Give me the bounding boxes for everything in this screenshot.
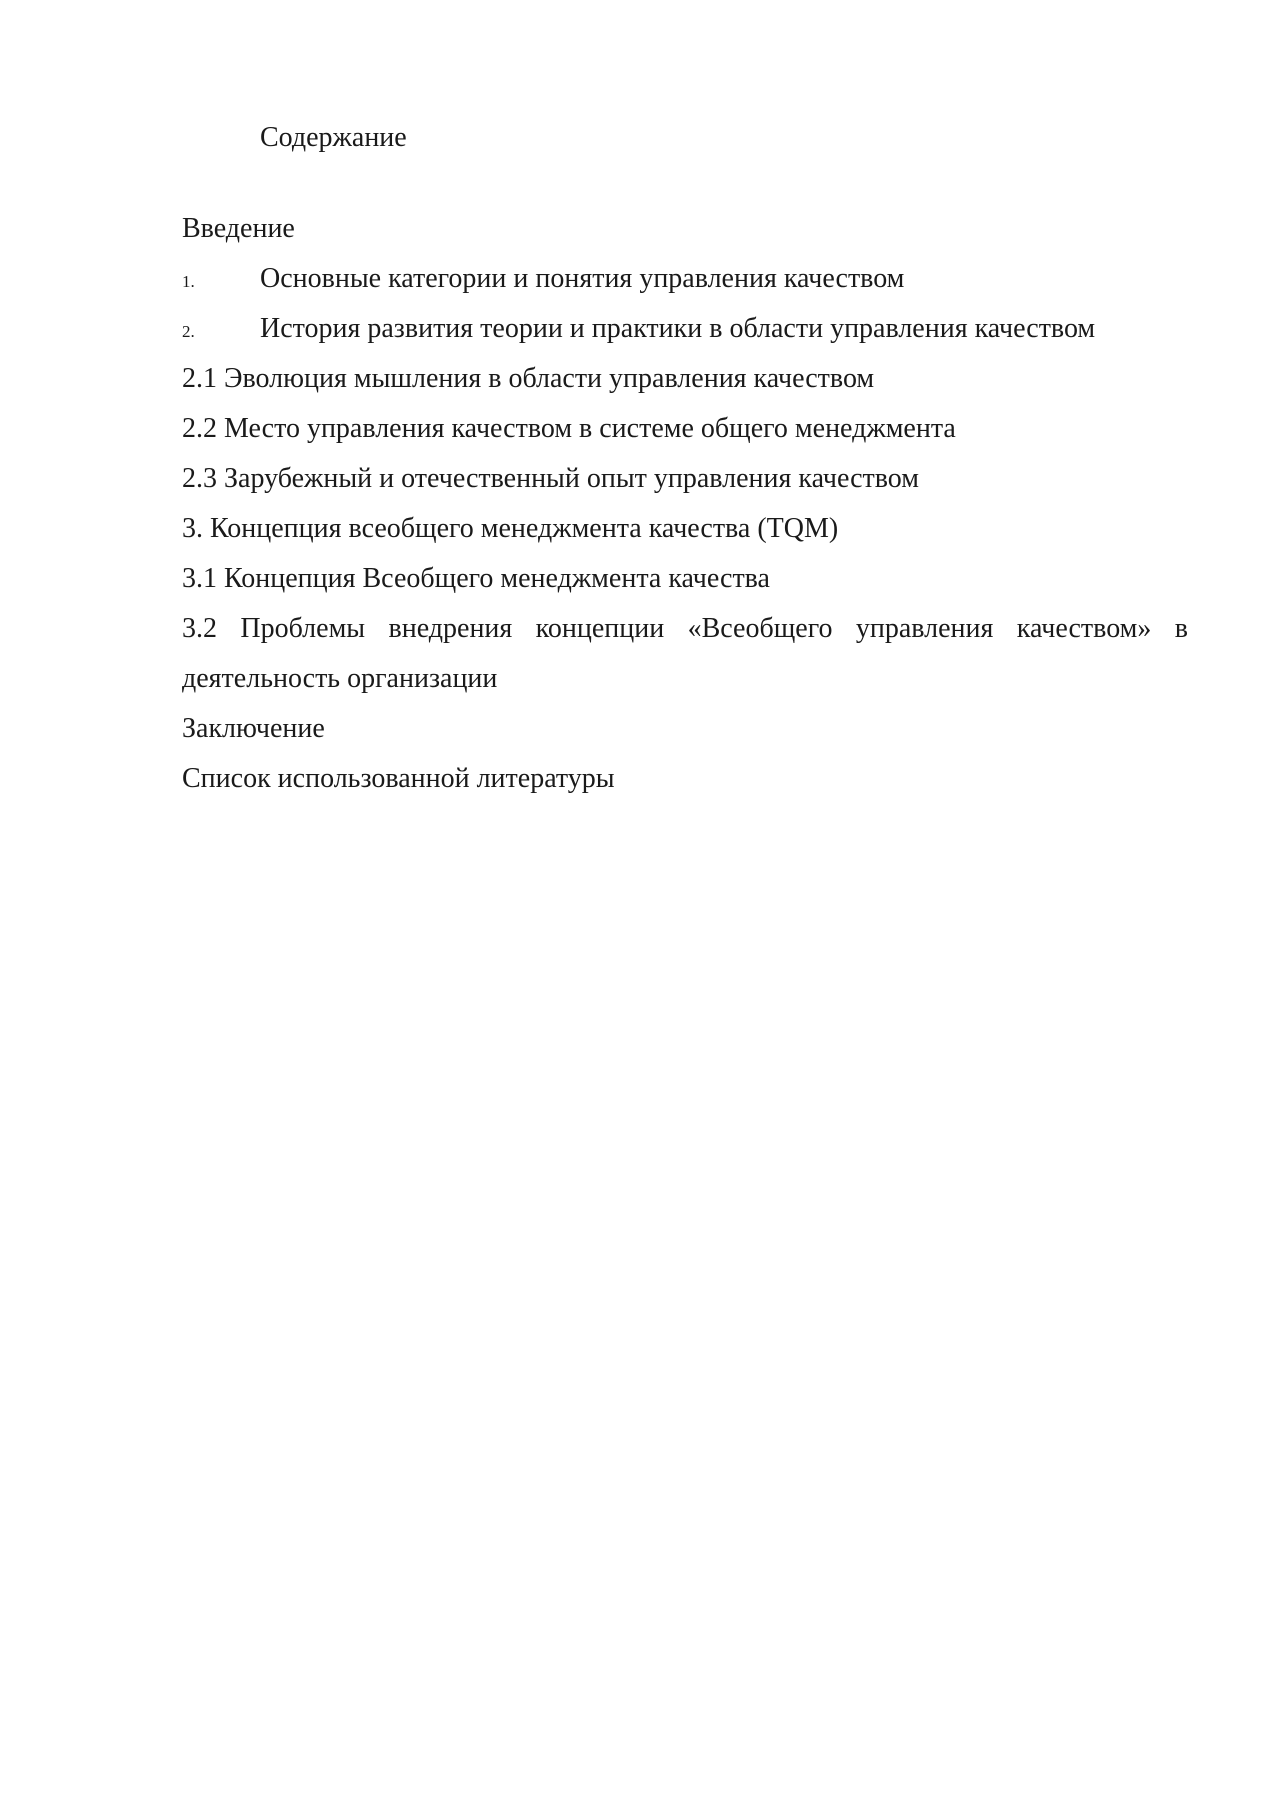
toc-item-2-3: 2.3 Зарубежный и отечественный опыт управления качеством <box>182 463 919 494</box>
toc-item-references: Список использованной литературы <box>182 763 615 794</box>
toc-item-1-number: 1. <box>182 272 195 291</box>
toc-item-3-2: 3.2 Проблемы внедрения концепции «Всеобщего управления качеством» в деятельность организации <box>182 613 1188 694</box>
toc-item-3: 3. Концепция всеобщего менеджмента качества (TQM) <box>182 513 839 544</box>
toc-item-2-1: 2.1 Эволюция мышления в области управления качеством <box>182 363 875 394</box>
toc-item-1 <box>182 254 1188 304</box>
toc-item-1-text: Основные категории и понятия управления качеством <box>260 263 905 294</box>
toc-item-2 <box>182 304 1188 354</box>
toc-item-2-2: 2.2 Место управления качеством в системе общего менеджмента <box>182 413 956 444</box>
toc-item-3-1: 3.1 Концепция Всеобщего менеджмента качества <box>182 563 770 594</box>
toc-item-intro: Введение <box>182 213 295 244</box>
toc-item-conclusion: Заключение <box>182 713 325 744</box>
table-of-contents <box>182 204 1188 804</box>
toc-title: Содержание <box>260 122 407 153</box>
toc-item-2-number: 2. <box>182 322 195 341</box>
toc-item-2-text: История развития теории и практики в области управления качеством <box>260 313 1096 344</box>
